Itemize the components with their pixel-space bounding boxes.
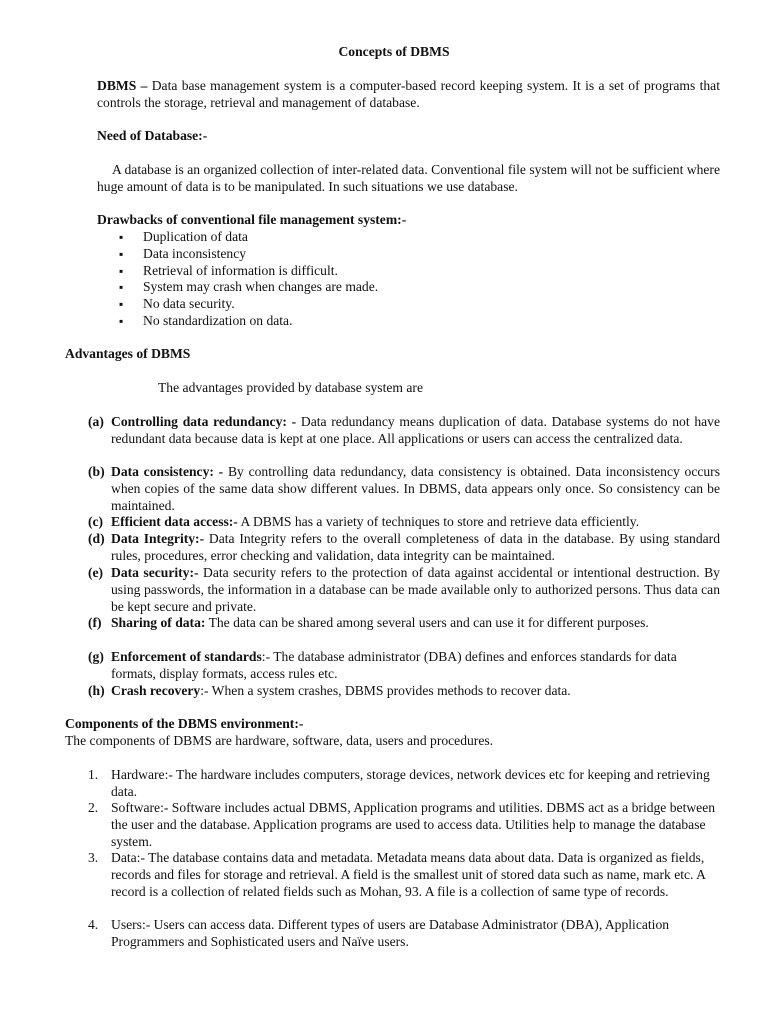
advantage-label: (g) [88,649,104,664]
advantage-item [88,683,720,700]
component-number: 4. [88,917,99,932]
advantage-item [88,514,720,531]
advantages-heading: Advantages of DBMS [65,346,191,361]
page-title: Concepts of DBMS [338,44,450,59]
advantage-label: (f) [88,615,102,630]
intro-text: Data base management system is a computer-based record keeping system. It is a set of programs that controls the storage, retrieval and management of database. [97,78,720,110]
advantage-term: Data Integrity:- [111,531,205,546]
advantage-label: (a) [88,414,104,429]
component-text: Data:- The database contains data and metadata. Metadata means data about data. Data is organized as fields, records and files for storage and retrieval. A field is the smallest unit of stored data such as name, mark etc. A record is a collection of related fields such as Mohan, 93. A file is a collection of same type of records. [111,850,706,899]
list-item: ▪ No data security. [119,296,679,313]
advantage-text: Data security refers to the protection of data against accidental or intentional destruction. By using passwords, the information in a database can be made available only to authorized persons. Thus data can be kept secure and private. [111,565,720,614]
component-item [88,767,720,801]
advantages-lead: The advantages provided by database system are [158,380,423,395]
component-number: 1. [88,767,99,782]
list-item: ▪ System may crash when changes are made. [119,279,679,296]
advantage-term: Enforcement of standards [111,649,262,664]
intro-term: DBMS – [97,78,148,93]
advantage-item [88,464,720,514]
advantage-text: Data redundancy means duplication of data. Database systems do not have redundant data because data is kept at one place. All applications or users can access the centralized data. [111,414,720,446]
need-heading: Need of Database:- [97,128,208,143]
advantage-term: Efficient data access:- [111,514,238,529]
advantage-item [88,565,720,615]
component-number: 2. [88,800,99,815]
advantage-term: Data consistency: - [111,464,224,479]
advantage-item [88,649,720,683]
list-item: ▪ No standardization on data. [119,313,679,330]
advantage-label: (e) [88,565,104,580]
component-item [88,850,720,900]
component-number: 3. [88,850,99,865]
drawbacks-heading: Drawbacks of conventional file management system:- [97,212,407,227]
components-lead: The components of DBMS are hardware, software, data, users and procedures. [65,733,494,748]
advantage-term: Data security:- [111,565,199,580]
advantage-label: (b) [88,464,105,479]
advantage-text: :- When a system crashes, DBMS provides methods to recover data. [200,683,571,698]
component-text: Software:- Software includes actual DBMS, Application programs and utilities. DBMS act as a bridge between the user and the database. Application programs are used to access data. Utilities help to manage the database system. [111,800,716,849]
advantage-label: (h) [88,683,105,698]
list-item: ▪ Data inconsistency [119,246,679,263]
component-item [88,800,720,850]
drawbacks-list [119,229,679,330]
intro-paragraph [97,78,720,112]
component-item [88,917,720,951]
advantage-item [88,414,720,448]
advantage-term: Sharing of data: [111,615,206,630]
advantage-item [88,531,720,565]
list-item: ▪ Retrieval of information is difficult. [119,263,679,280]
advantage-label: (c) [88,514,104,529]
advantage-term: Controlling data redundancy: - [111,414,297,429]
advantage-text: :- The database administrator (DBA) defines and enforces standards for data formats, display formats, access rules etc. [111,649,677,681]
components-heading: Components of the DBMS environment:- [65,716,304,731]
component-text: Hardware:- The hardware includes computers, storage devices, network devices etc for keeping and retrieving data. [111,767,710,799]
need-paragraph: A database is an organized collection of inter-related data. Conventional file system will not be sufficient where huge amount of data is to be manipulated. In such situations we use database. [97,162,720,194]
component-text: Users:- Users can access data. Different types of users are Database Administrator (DBA), Application Programmers and Sophisticated users and Naïve users. [111,917,670,949]
advantage-term: Crash recovery [111,683,201,698]
list-item: ▪ Duplication of data [119,229,679,246]
advantage-label: (d) [88,531,105,546]
advantage-text: Data Integrity refers to the overall completeness of data in the database. By using standard rules, procedures, error checking and validation, data integrity can be maintained. [111,531,720,563]
advantage-text: The data can be shared among several users and can use it for different purposes. [205,615,649,630]
advantage-text: By controlling data redundancy, data consistency is obtained. Data inconsistency occurs when copies of the same data show different values. In DBMS, data appears only once. So consistency can be maintained. [111,464,720,513]
advantage-item [88,615,720,632]
advantage-text: A DBMS has a variety of techniques to store and retrieve data efficiently. [237,514,640,529]
